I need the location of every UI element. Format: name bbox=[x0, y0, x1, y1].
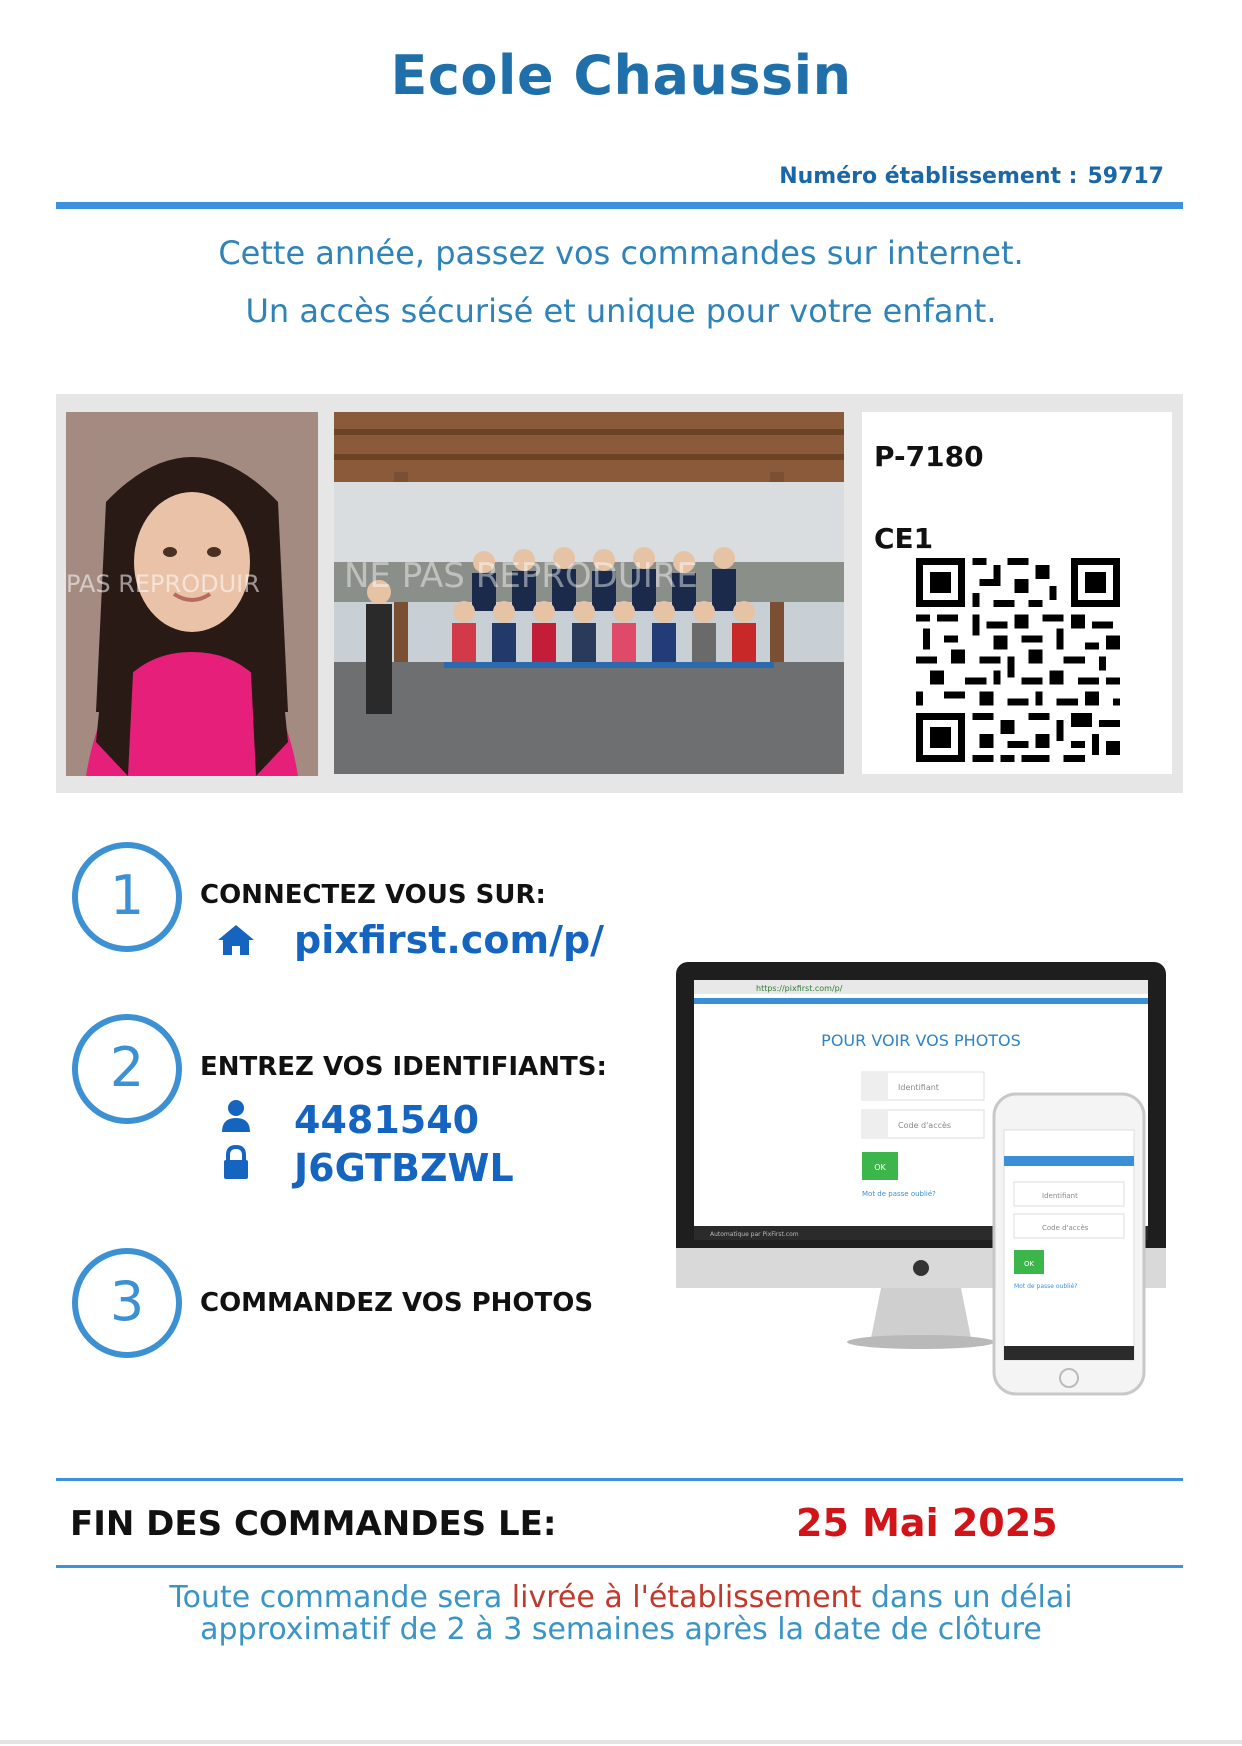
delivery-note-line-2: approximatif de 2 à 3 semaines après la date de clôture bbox=[200, 1612, 1042, 1647]
qr-code-icon[interactable] bbox=[916, 558, 1120, 762]
identifiant-value: 4481540 bbox=[294, 1098, 480, 1142]
mockup-phone-identifiant: Identifiant bbox=[1042, 1192, 1078, 1200]
browser-url: https://pixfirst.com/p/ bbox=[756, 984, 843, 993]
watermark-text: PAS REPRODUIR bbox=[66, 570, 260, 598]
step-2-label: ENTREZ VOS IDENTIFIANTS: bbox=[200, 1052, 607, 1082]
delivery-note-part-1: Toute commande sera bbox=[169, 1580, 512, 1615]
mockup-footer: Automatique par PixFirst.com bbox=[710, 1231, 799, 1238]
mockup-phone-forgot: Mot de passe oublié? bbox=[1014, 1283, 1078, 1290]
intro-line-1: Cette année, passez vos commandes sur internet. bbox=[218, 234, 1024, 272]
mockup-code-field: Code d'accès bbox=[898, 1121, 952, 1130]
etablissement-value: 59717 bbox=[1087, 164, 1164, 189]
website-link[interactable]: pixfirst.com/p/ bbox=[294, 918, 605, 962]
class-photo bbox=[334, 412, 844, 774]
student-info-card bbox=[862, 412, 1172, 774]
delivery-note-line-1 bbox=[0, 1580, 1242, 1615]
delivery-note-part-2: dans un délai bbox=[861, 1580, 1073, 1615]
page-bottom-edge bbox=[0, 1740, 1242, 1744]
delivery-note-highlight: livrée à l'établissement bbox=[511, 1580, 862, 1615]
devices-mockup-image bbox=[676, 958, 1176, 1404]
student-class: CE1 bbox=[874, 522, 934, 555]
deadline-divider-top bbox=[56, 1478, 1183, 1481]
mockup-phone-code: Code d'accès bbox=[1042, 1224, 1089, 1232]
deadline-divider-bottom bbox=[56, 1565, 1183, 1568]
deadline-date: 25 Mai 2025 bbox=[796, 1501, 1058, 1545]
watermark-text: NE PAS REPRODUIRE bbox=[344, 556, 698, 596]
mockup-ok-button: OK bbox=[874, 1163, 886, 1172]
step-2-number: 2 bbox=[72, 1014, 182, 1124]
etablissement-number bbox=[779, 164, 1164, 189]
header-divider bbox=[56, 202, 1183, 209]
mockup-phone-ok: OK bbox=[1023, 1260, 1035, 1268]
mockup-heading: POUR VOIR VOS PHOTOS bbox=[821, 1031, 1021, 1050]
deadline-label: FIN DES COMMANDES LE: bbox=[70, 1504, 557, 1544]
etablissement-label: Numéro établissement : bbox=[779, 164, 1078, 189]
photo-panel bbox=[56, 394, 1183, 793]
step-3-label: COMMANDEZ VOS PHOTOS bbox=[200, 1288, 594, 1318]
step-3-number: 3 bbox=[72, 1248, 182, 1358]
code-acces-value: J6GTBZWL bbox=[294, 1146, 514, 1190]
mockup-forgot-link: Mot de passe oublié? bbox=[862, 1190, 936, 1198]
portrait-photo bbox=[66, 412, 318, 776]
user-icon bbox=[216, 1098, 256, 1134]
student-code: P-7180 bbox=[874, 440, 984, 473]
lock-icon bbox=[216, 1145, 256, 1181]
home-icon bbox=[216, 922, 256, 958]
page-title: Ecole Chaussin bbox=[390, 44, 852, 107]
mockup-identifiant-field: Identifiant bbox=[898, 1083, 939, 1092]
step-1-number: 1 bbox=[72, 842, 182, 952]
intro-line-2: Un accès sécurisé et unique pour votre enfant. bbox=[245, 292, 997, 330]
step-1-label: CONNECTEZ VOUS SUR: bbox=[200, 880, 546, 910]
